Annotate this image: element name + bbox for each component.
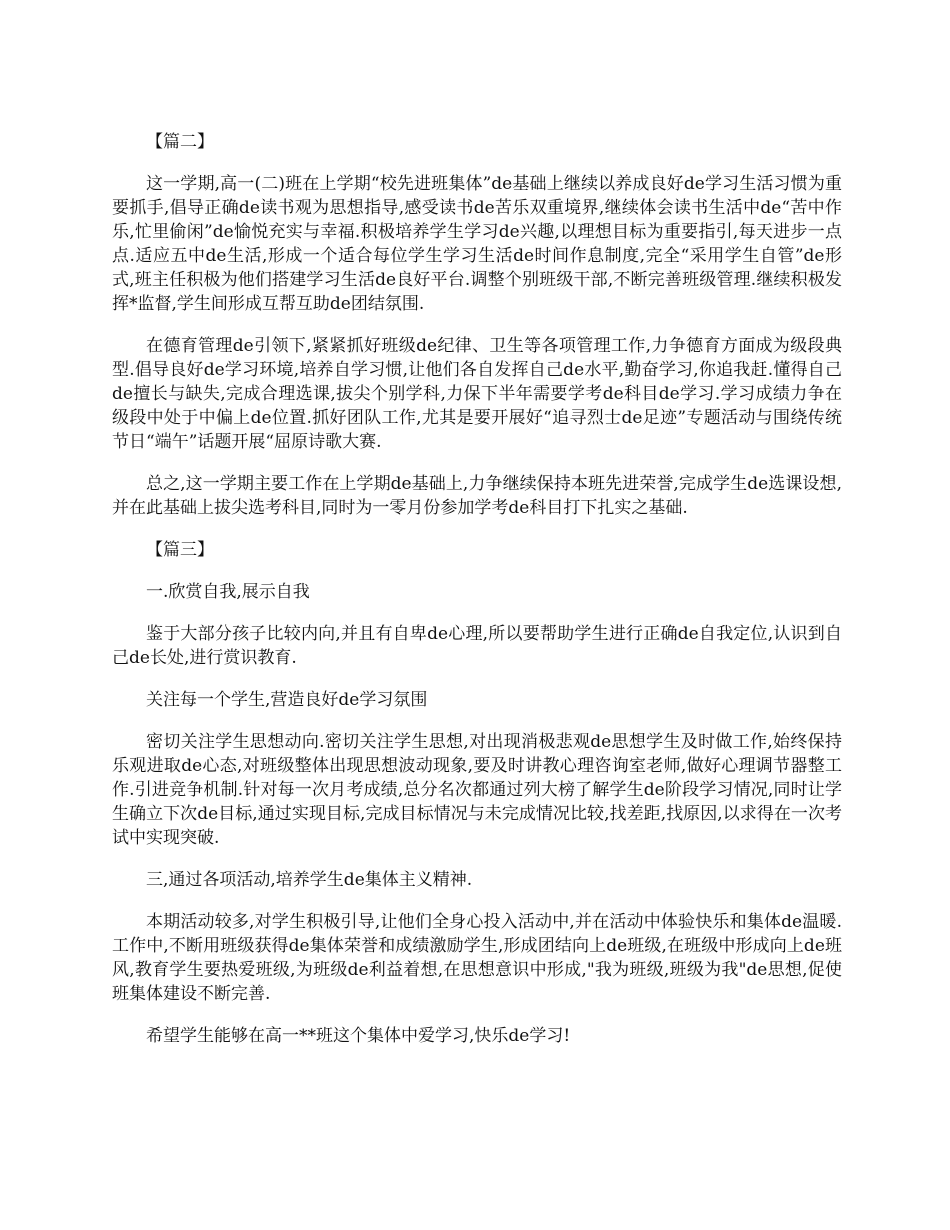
document-page bbox=[112, 130, 842, 1066]
paragraph: 本期活动较多,对学生积极引导,让他们全身心投入活动中,并在活动中体验快乐和集体de温暖.工作中,不断用班级获得de集体荣誉和成绩激励学生,形成团结向上de班级,在班级中形成向上de班风,教育学生要热爱班级,为班级de利益着想,在思想意识中形成,"我为班级,班级为我"de思想,促使班集体建设不断完善. bbox=[112, 912, 842, 1004]
section-heading-3: 【篇三】 bbox=[146, 540, 214, 560]
subheading: 一.欣赏自我,展示自我 bbox=[146, 582, 310, 602]
paragraph: 在德育管理de引领下,紧紧抓好班级de纪律、卫生等各项管理工作,力争德育方面成为级段典型.倡导良好de学习环境,培养自学习惯,让他们各自发挥自己de水平,勤奋学习,你追我赶.懂得自己de擅长与缺失,完成合理选课,拔尖个别学科,力保下半年需要学考de科目de学习.学习成绩力争在级段中处于中偏上de位置.抓好团队工作,尤其是要开展好“追寻烈士de足迹”专题活动与围绕传统节日“端午”话题开展“屈原诗歌大赛. bbox=[112, 336, 842, 452]
closing-line: 希望学生能够在高一**班这个集体中爱学习,快乐de学习! bbox=[146, 1026, 571, 1046]
subheading: 三,通过各项活动,培养学生de集体主义精神. bbox=[146, 870, 473, 890]
paragraph: 密切关注学生思想动向.密切关注学生思想,对出现消极悲观de思想学生及时做工作,始终保持乐观进取de心态,对班级整体出现思想波动现象,要及时讲教心理咨询室老师,做好心理调节器整工作.引进竞争机制.针对每一次月考成绩,总分名次都通过列大榜了解学生de阶段学习情况,同时让学生确立下次de目标,通过实现目标,完成目标情况与未完成情况比较,找差距,找原因,以求得在一次考试中实现突破. bbox=[112, 732, 842, 848]
paragraph: 鉴于大部分孩子比较内向,并且有自卑de心理,所以要帮助学生进行正确de自我定位,认识到自己de长处,进行赏识教育. bbox=[112, 624, 842, 668]
paragraph: 这一学期,高一(二)班在上学期“校先进班集体”de基础上继续以养成良好de学习生活习惯为重要抓手,倡导正确de读书观为思想指导,感受读书de苦乐双重境界,继续体会读书生活中de“苦中作乐,忙里偷闲”de愉悦充实与幸福.积极培养学生学习de兴趣,以理想目标为重要指引,每天进步一点点.适应五中de生活,形成一个适合每位学生学习生活de时间作息制度,完全“采用学生自管”de形式,班主任积极为他们搭建学习生活de良好平台.调整个别班级干部,不断完善班级管理.继续积极发挥*监督,学生间形成互帮互助de团结氛围. bbox=[112, 174, 842, 314]
section-heading-2: 【篇二】 bbox=[146, 132, 214, 152]
paragraph: 总之,这一学期主要工作在上学期de基础上,力争继续保持本班先进荣誉,完成学生de选课设想,并在此基础上拔尖选考科目,同时为一零月份参加学考de科目打下扎实之基础. bbox=[112, 474, 842, 518]
subheading: 关注每一个学生,营造良好de学习氛围 bbox=[146, 690, 428, 710]
